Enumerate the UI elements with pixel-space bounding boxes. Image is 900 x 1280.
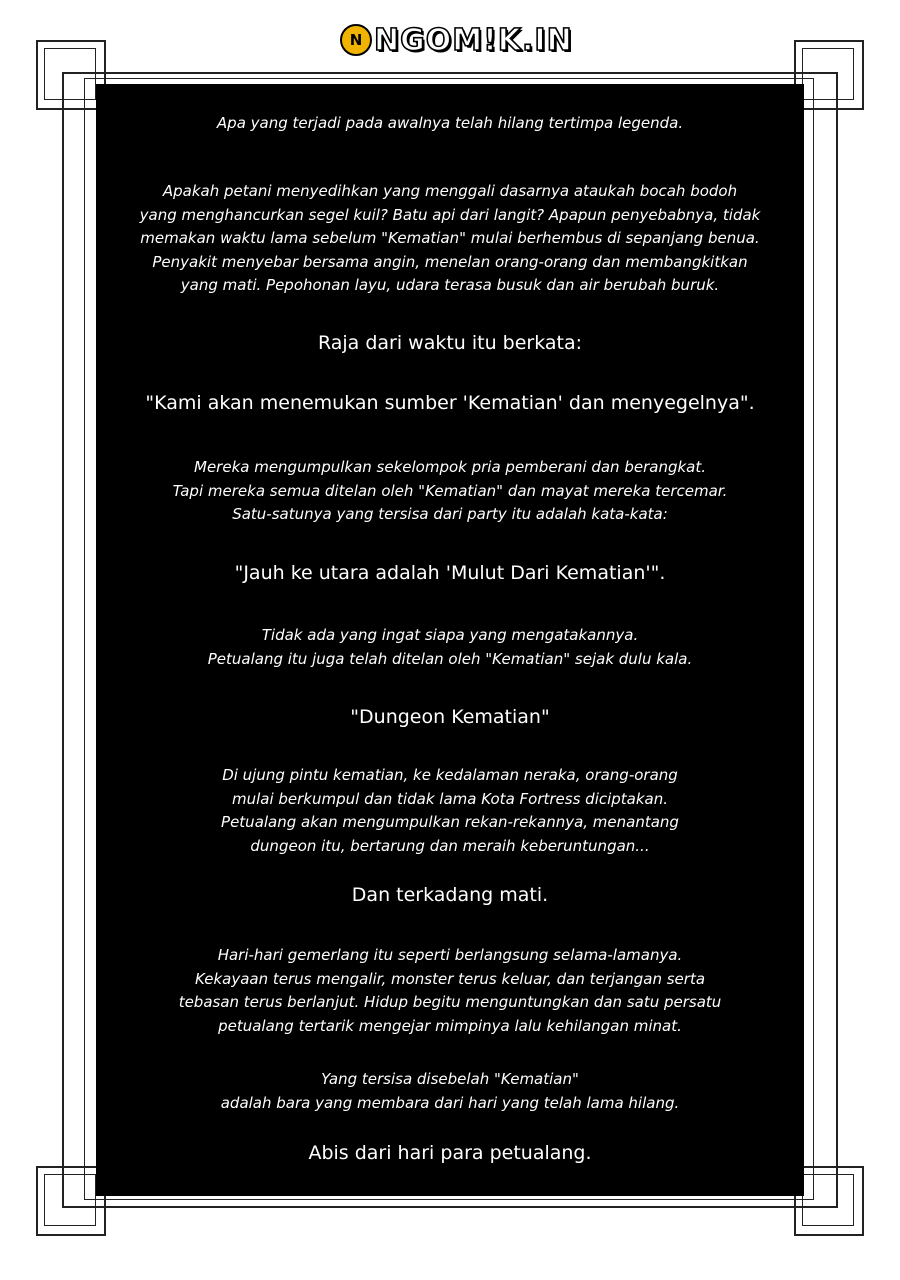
story-paragraph-1: Apa yang terjadi pada awalnya telah hilang tertimpa legenda. bbox=[216, 114, 684, 132]
story-heading-dungeon: "Dungeon Kematian" bbox=[350, 706, 550, 728]
story-paragraph-7: Yang tersisa disebelah "Kematian" adalah bara yang membara dari hari yang telah lama hilang. bbox=[220, 1070, 680, 1112]
logo-badge-icon: N bbox=[340, 24, 372, 56]
story-quote-north: "Jauh ke utara adalah 'Mulut Dari Kematian'". bbox=[234, 562, 666, 584]
story-paragraph-3: Mereka mengumpulkan sekelompok pria pemberani dan berangkat. Tapi mereka semua ditelan oleh "Kematian" dan mayat mereka tercemar. Satu-satunya yang tersisa dari party itu adalah kata-kata: bbox=[172, 458, 728, 523]
story-heading-death: Dan terkadang mati. bbox=[351, 884, 549, 906]
story-paragraph-4: Tidak ada yang ingat siapa yang mengatakannya. Petualang itu juga telah ditelan oleh "Kematian" sejak dulu kala. bbox=[207, 626, 693, 668]
corner-bottom-right-inner bbox=[802, 1174, 854, 1226]
corner-bottom-left-inner bbox=[44, 1174, 96, 1226]
corner-top-right-inner bbox=[802, 48, 854, 100]
site-logo bbox=[340, 18, 573, 62]
story-heading-king: Raja dari waktu itu berkata: bbox=[317, 332, 583, 354]
story-quote-seal: "Kami akan menemukan sumber 'Kematian' dan menyegelnya". bbox=[145, 392, 755, 414]
story-paragraph-2: Apakah petani menyedihkan yang menggali dasarnya ataukah bocah bodoh yang menghancurkan segel kuil? Batu api dari langit? Apapun penyebabnya, tidak memakan waktu lama sebelum "Kematian" mulai berhembus di sepanjang benua. Penyakit menyebar bersama angin, menelan orang-orang dan membangkitkan yang mati. Pepohonan layu, udara terasa busuk dan air berubah buruk. bbox=[139, 182, 761, 294]
logo-wordmark: NGOM!K.IN bbox=[374, 22, 573, 58]
story-closing-line: Abis dari hari para petualang. bbox=[308, 1142, 592, 1164]
story-paragraph-6: Hari-hari gemerlang itu seperti berlangsung selama-lamanya. Kekayaan terus mengalir, monster terus keluar, dan terjangan serta tebasan terus berlanjut. Hidup begitu menguntungkan dan satu persatu petualang tertarik mengejar mimpinya lalu kehilangan minat. bbox=[178, 946, 722, 1035]
story-paragraph-5: Di ujung pintu kematian, ke kedalaman neraka, orang-orang mulai berkumpul dan tidak lama Kota Fortress diciptakan. Petualang akan mengumpulkan rekan-rekannya, menantang dungeon itu, bertarung dan meraih keberuntungan... bbox=[221, 766, 679, 855]
corner-top-left-inner bbox=[44, 48, 96, 100]
